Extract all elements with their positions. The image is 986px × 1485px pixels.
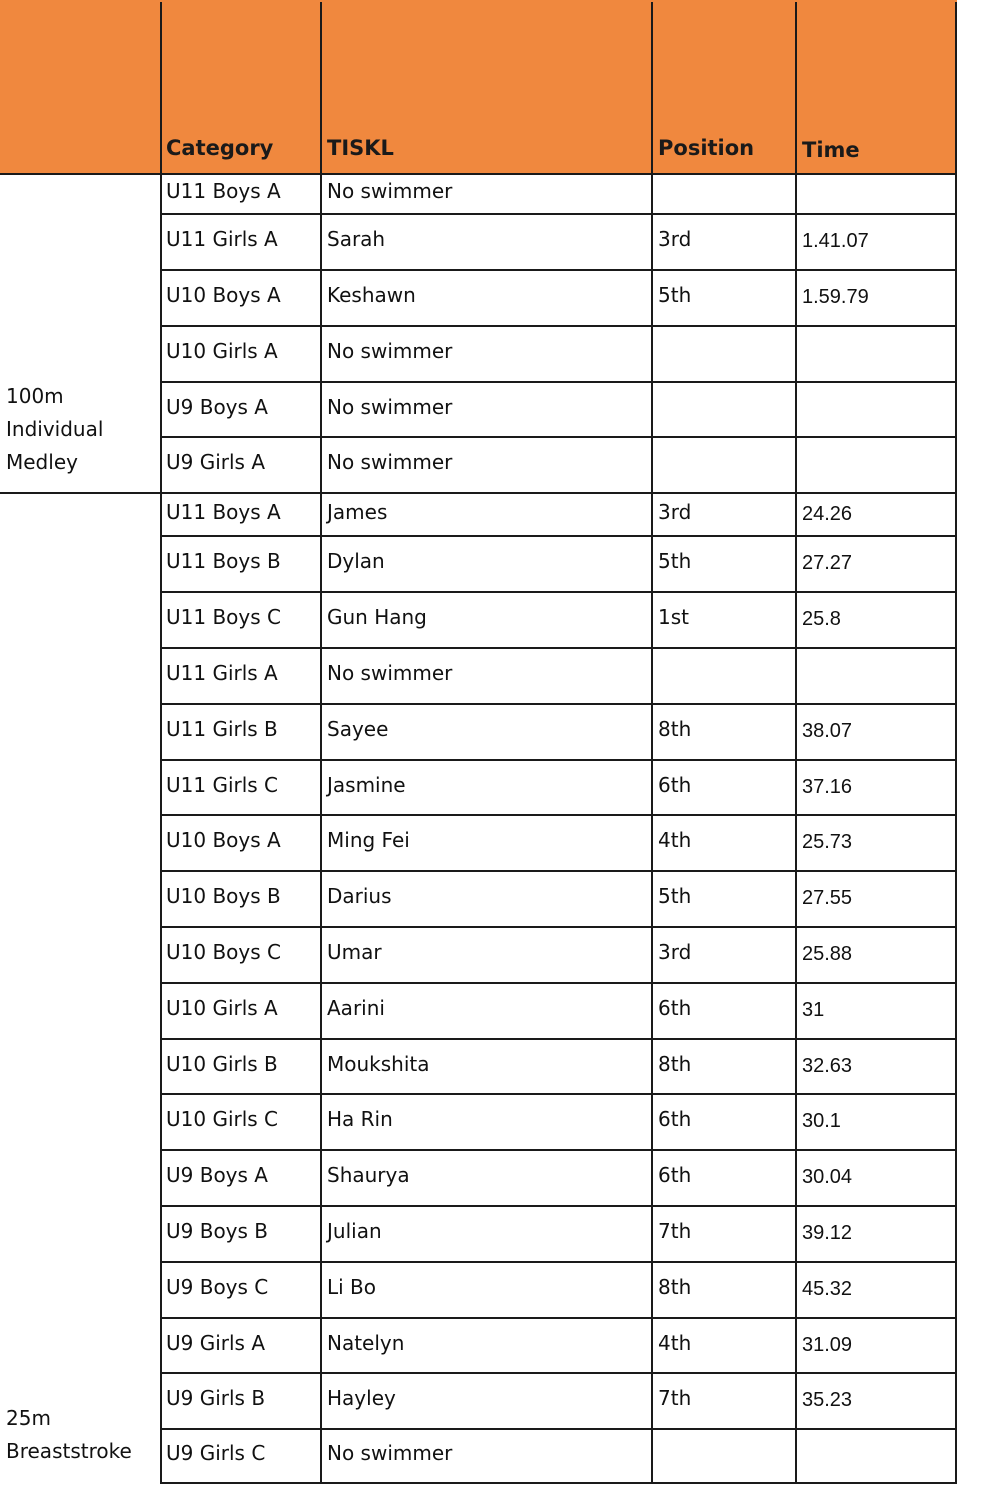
row-divider: [160, 703, 957, 705]
time-cell: 31.09: [802, 1334, 853, 1356]
row-divider: [160, 1372, 957, 1374]
category-cell: U9 Boys A: [166, 395, 268, 419]
row-divider: [160, 1038, 957, 1040]
row-divider: [160, 1205, 957, 1207]
row-divider: [160, 381, 957, 383]
category-cell: U11 Boys A: [166, 179, 281, 203]
position-cell: 8th: [658, 717, 692, 741]
category-cell: U10 Boys A: [166, 828, 281, 852]
time-cell: 1.59.79: [802, 286, 869, 308]
position-cell: 7th: [658, 1219, 692, 1243]
row-divider: [160, 535, 957, 537]
time-cell: 27.27: [802, 552, 853, 574]
position-cell: 6th: [658, 1163, 692, 1187]
category-cell: U10 Girls A: [166, 996, 278, 1020]
position-cell: 5th: [658, 549, 692, 573]
category-cell: U11 Boys B: [166, 549, 281, 573]
position-cell: 5th: [658, 283, 692, 307]
row-divider: [160, 982, 957, 984]
swimmer-cell: Aarini: [327, 996, 385, 1020]
swimmer-cell: Ming Fei: [327, 828, 410, 852]
category-cell: U9 Boys B: [166, 1219, 269, 1243]
swimmer-cell: Jasmine: [327, 773, 406, 797]
position-cell: 3rd: [658, 940, 692, 964]
category-cell: U11 Girls A: [166, 661, 278, 685]
time-cell: 38.07: [802, 720, 853, 742]
section-divider: [0, 492, 957, 494]
row-divider: [160, 1149, 957, 1151]
position-cell: 8th: [658, 1275, 692, 1299]
row-divider: [160, 269, 957, 271]
swimmer-cell: Dylan: [327, 549, 385, 573]
time-cell: 25.73: [802, 831, 853, 853]
category-cell: U10 Girls A: [166, 339, 278, 363]
row-divider: [160, 647, 957, 649]
swimmer-cell: Moukshita: [327, 1052, 430, 1076]
position-cell: 1st: [658, 605, 689, 629]
position-cell: 6th: [658, 996, 692, 1020]
row-divider: [160, 870, 957, 872]
swimmer-cell: No swimmer: [327, 661, 453, 685]
category-cell: U10 Boys B: [166, 884, 281, 908]
row-divider: [160, 814, 957, 816]
swimmer-cell: Natelyn: [327, 1331, 405, 1355]
swimmer-cell: No swimmer: [327, 450, 453, 474]
row-divider: [160, 1261, 957, 1263]
time-cell: 30.04: [802, 1166, 853, 1188]
swimmer-cell: No swimmer: [327, 395, 453, 419]
category-cell: U10 Girls B: [166, 1052, 278, 1076]
position-cell: 3rd: [658, 500, 692, 524]
category-cell: U9 Girls A: [166, 450, 266, 474]
swimmer-cell: No swimmer: [327, 339, 453, 363]
header-category: Category: [166, 136, 274, 160]
time-cell: 32.63: [802, 1055, 853, 1077]
swimmer-cell: No swimmer: [327, 179, 453, 203]
row-divider: [160, 1428, 957, 1430]
swimmer-cell: Sayee: [327, 717, 389, 741]
category-cell: U9 Girls A: [166, 1331, 266, 1355]
row-divider: [160, 436, 957, 438]
row-divider: [160, 213, 957, 215]
position-cell: 4th: [658, 828, 692, 852]
header-bottom-rule: [0, 173, 957, 175]
header-team: TISKL: [327, 136, 394, 160]
time-cell: 39.12: [802, 1222, 853, 1244]
swimmer-cell: Gun Hang: [327, 605, 427, 629]
time-cell: 27.55: [802, 887, 853, 909]
category-cell: U11 Girls A: [166, 227, 278, 251]
table-bottom-rule: [160, 1482, 957, 1484]
position-cell: 5th: [658, 884, 692, 908]
time-cell: 37.16: [802, 776, 853, 798]
position-cell: 6th: [658, 773, 692, 797]
swimmer-cell: James: [327, 500, 388, 524]
position-cell: 6th: [658, 1107, 692, 1131]
position-cell: 3rd: [658, 227, 692, 251]
position-cell: 4th: [658, 1331, 692, 1355]
category-cell: U10 Boys A: [166, 283, 281, 307]
row-divider: [160, 926, 957, 928]
swimmer-cell: Ha Rin: [327, 1107, 393, 1131]
time-cell: 45.32: [802, 1278, 853, 1300]
swimmer-cell: Hayley: [327, 1386, 396, 1410]
time-cell: 30.1: [802, 1110, 841, 1132]
header-position: Position: [658, 136, 755, 160]
swimmer-cell: No swimmer: [327, 1441, 453, 1465]
swimmer-cell: Li Bo: [327, 1275, 377, 1299]
row-divider: [160, 325, 957, 327]
category-cell: U9 Boys A: [166, 1163, 268, 1187]
swimmer-cell: Shaurya: [327, 1163, 410, 1187]
swimmer-cell: Umar: [327, 940, 382, 964]
category-cell: U10 Girls C: [166, 1107, 279, 1131]
row-divider: [160, 759, 957, 761]
header-time: Time: [802, 138, 860, 162]
row-divider: [160, 591, 957, 593]
swimmer-cell: Julian: [327, 1219, 382, 1243]
time-cell: 35.23: [802, 1389, 853, 1411]
category-cell: U11 Boys C: [166, 605, 281, 629]
position-cell: 8th: [658, 1052, 692, 1076]
event-name: 100m Individual Medley: [6, 384, 104, 474]
category-cell: U9 Girls C: [166, 1441, 266, 1465]
row-divider: [160, 1317, 957, 1319]
time-cell: 31: [802, 999, 825, 1021]
swimmer-cell: Darius: [327, 884, 392, 908]
time-cell: 25.88: [802, 943, 853, 965]
event-name: 25m Breaststroke: [6, 1406, 132, 1463]
time-cell: 24.26: [802, 503, 853, 525]
swimmer-cell: Keshawn: [327, 283, 416, 307]
category-cell: U9 Girls B: [166, 1386, 266, 1410]
category-cell: U11 Girls B: [166, 717, 278, 741]
swimmer-cell: Sarah: [327, 227, 386, 251]
position-cell: 7th: [658, 1386, 692, 1410]
time-cell: 25.8: [802, 608, 841, 630]
category-cell: U10 Boys C: [166, 940, 281, 964]
category-cell: U9 Boys C: [166, 1275, 269, 1299]
category-cell: U11 Girls C: [166, 773, 279, 797]
category-cell: U11 Boys A: [166, 500, 281, 524]
time-cell: 1.41.07: [802, 230, 869, 252]
row-divider: [160, 1093, 957, 1095]
